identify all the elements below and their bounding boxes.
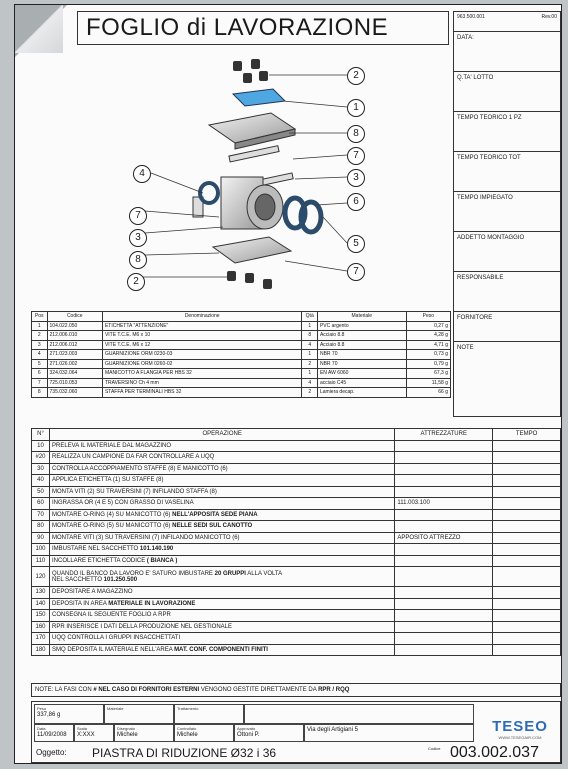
parts-cell: MANICOTTO A FLANGIA PER HBS 32 (102, 369, 302, 379)
sheet-code: 963.500.001 (457, 14, 485, 20)
op-time[interactable] (493, 463, 561, 475)
o-rings (285, 198, 321, 232)
parts-cell: 11,58 g (406, 378, 450, 388)
op-text: MONTA VITI (2) SU TRAVERSINI (7) INFILANDO STAFFA (8) (51, 488, 217, 495)
op-number: 170 (32, 633, 50, 645)
op-time[interactable] (493, 644, 561, 656)
op-time[interactable] (493, 587, 561, 599)
op-text: MONTARE VITI (3) SU TRAVERSINI (7) INFILANDO MANICOTTO (6) (51, 534, 240, 541)
op-description (49, 440, 394, 452)
parts-cell: GUARNIZIONE ORM 0230-03 (102, 350, 302, 360)
code-header (454, 12, 560, 32)
op-number: 70 (32, 509, 50, 521)
label-part (233, 89, 285, 106)
parts-cell: 5 (32, 359, 48, 369)
field-theoretical-time-tot[interactable]: TEMPO TEORICO TOT (454, 152, 560, 192)
op-time[interactable] (493, 610, 561, 622)
parts-cell: 324.032.064 (47, 369, 102, 379)
op-time[interactable] (493, 452, 561, 464)
parts-cell: 2 (302, 359, 318, 369)
op-number: 10 (32, 440, 50, 452)
op-description (49, 610, 394, 622)
op-text: CONSEGNA IL SEGUENTE FOGLIO A RPR (51, 612, 171, 619)
material-cell: Materiale (104, 704, 174, 724)
balloon: 5 (347, 235, 365, 253)
op-time[interactable] (493, 621, 561, 633)
balloon: 7 (129, 207, 147, 225)
op-text-bold: MAT. CONF. COMPONENTI FINITI (174, 646, 268, 653)
op-text: QUANDO IL BANCO DA LAVORO E' SATURO IMBUSTARE (51, 570, 215, 577)
treatment-cell: Trattamento (174, 704, 244, 724)
operation-row (32, 486, 561, 498)
op-number: 100 (32, 544, 50, 556)
operation-row (32, 498, 561, 510)
op-description (49, 633, 394, 645)
parts-cell: 4,71 g (406, 340, 450, 350)
op-number: 40 (32, 475, 50, 487)
balloon: 4 (133, 165, 151, 183)
date-cell: Data 11/09/2008 (34, 724, 74, 742)
checked-cell: Controllato Michele (174, 724, 234, 742)
op-time[interactable] (493, 567, 561, 587)
op-text-bold: 101.250.500 (103, 576, 138, 583)
op-description (49, 555, 394, 567)
op-text: INGRASSA OR (4 E 5) CON GRASSO DI VASELINA (51, 500, 194, 507)
op-text-bold: 20 GRUPPI (214, 570, 246, 577)
op-description (49, 532, 394, 544)
balloon: 3 (129, 229, 147, 247)
field-data[interactable]: DATA: (454, 32, 560, 72)
page-title: FOGLIO di LAVORAZIONE (86, 14, 389, 41)
parts-cell: EN AW 6060 (317, 369, 406, 379)
op-tool (395, 475, 493, 487)
operation-row (32, 644, 561, 656)
op-description (49, 498, 394, 510)
parts-cell: 1 (302, 369, 318, 379)
parts-cell: 4 (32, 350, 48, 360)
balloon: 7 (347, 147, 365, 165)
parts-cell: Acciaio 8.8 (317, 331, 406, 341)
op-number: #20 (32, 452, 50, 464)
note-line: NOTE: LA FASI CON # NEL CASO DI FORNITORI ESTERNI VENGONO GESTITE DIRETTAMENTE DA RPR / RQQ (31, 683, 561, 697)
balloon: 8 (347, 125, 365, 143)
parts-row (32, 340, 451, 350)
operation-row (32, 555, 561, 567)
parts-row (32, 388, 451, 398)
operation-row (32, 463, 561, 475)
parts-cell: 6 (32, 369, 48, 379)
work-sheet (14, 4, 562, 764)
op-time[interactable] (493, 532, 561, 544)
op-description (49, 598, 394, 610)
parts-row (32, 350, 451, 360)
parts-cell: 4 (302, 378, 318, 388)
operation-row (32, 587, 561, 599)
balloon: 6 (347, 193, 365, 211)
op-time[interactable] (493, 521, 561, 533)
parts-cell: 271.023.003 (47, 350, 102, 360)
balloon: 3 (347, 169, 365, 187)
part-code: 003.002.037 (450, 744, 539, 761)
op-text: MONTARE O-RING (4) SU MANICOTTO (6) (51, 511, 173, 518)
op-number: 150 (32, 610, 50, 622)
op-number: 80 (32, 521, 50, 533)
parts-cell: VITE T.C.E. M6 x 12 (102, 340, 302, 350)
op-description (49, 463, 394, 475)
operation-row (32, 452, 561, 464)
operation-row (32, 633, 561, 645)
parts-header-row: Pos Codice Denominazione Qtà Materiale Peso (32, 312, 451, 322)
object-label: Oggetto: (36, 748, 67, 757)
parts-cell: TRAVERSINO Ch 4 mm (102, 378, 302, 388)
balloon: 2 (127, 273, 145, 291)
op-time[interactable] (493, 440, 561, 452)
op-number: 30 (32, 463, 50, 475)
op-number: 180 (32, 644, 50, 656)
title-block: Peso 337,86 g Materiale Trattamento Data 11/09/2008 Scala X:XXX Disegnato Michele Controllato Michele Approvato Ottoni P. Via degli Artigiani 5 TESEO WWW.TESEOAIR.COM Oggetto: PIASTRA DI RIDUZIONE Ø32 i 36 Codice 003.002.037 (31, 701, 561, 763)
op-description (49, 644, 394, 656)
parts-cell: GUARNIZIONE ORM 0260-02 (102, 359, 302, 369)
op-tool (395, 555, 493, 567)
drawn-cell: Disegnato Michele (114, 724, 174, 742)
op-description (49, 567, 394, 587)
balloon: 2 (347, 67, 365, 85)
parts-row (32, 369, 451, 379)
operation-row (32, 521, 561, 533)
op-tool (395, 610, 493, 622)
op-time[interactable] (493, 475, 561, 487)
parts-cell: 0,27 g (406, 321, 450, 331)
parts-cell: 4,28 g (406, 331, 450, 341)
parts-cell: 2 (302, 388, 318, 398)
parts-cell: 1 (302, 350, 318, 360)
parts-cell: 67,3 g (406, 369, 450, 379)
revision: Rev.00 (541, 14, 557, 20)
field-supplier[interactable]: FORNITORE (454, 312, 560, 342)
op-time[interactable] (493, 498, 561, 510)
parts-cell: NBR 70 (317, 359, 406, 369)
op-text-bold: NELLE SEDI SUL CANOTTO (172, 523, 253, 530)
op-description (49, 521, 394, 533)
op-text: MONTARE O-RING (5) SU MANICOTTO (6) (51, 523, 173, 530)
parts-cell: Lamiera decap. (317, 388, 406, 398)
op-text: DEPOSITARE A MAGAZZINO (51, 589, 133, 596)
field-notes[interactable]: NOTE (457, 345, 474, 351)
parts-table (31, 311, 451, 398)
op-tool (395, 567, 493, 587)
op-tool (395, 598, 493, 610)
op-tool: 111.003.100 (395, 498, 493, 510)
operations-table (31, 428, 561, 656)
info-column (453, 11, 561, 417)
parts-cell: NBR 70 (317, 350, 406, 360)
op-tool (395, 509, 493, 521)
balloon: 1 (347, 99, 365, 117)
balloon: 7 (347, 263, 365, 281)
op-description (49, 452, 394, 464)
parts-cell: 1 (32, 321, 48, 331)
op-text: INCOLLARE ETICHETTA CODICE (51, 557, 147, 564)
op-time[interactable] (493, 486, 561, 498)
parts-cell: 4 (302, 340, 318, 350)
weight-cell: Peso 337,86 g (34, 704, 104, 724)
parts-cell: Acciaio 8.8 (317, 340, 406, 350)
parts-cell: 7 (32, 378, 48, 388)
op-text: SMQ DEPOSITA IL MATERIALE NELL'AREA (51, 646, 175, 653)
operation-row (32, 544, 561, 556)
field-qty-lot[interactable]: Q.TA' LOTTO (454, 72, 560, 112)
manifold-body (200, 177, 283, 229)
op-tool (395, 587, 493, 599)
parts-row (32, 331, 451, 341)
op-tool (395, 486, 493, 498)
parts-row (32, 359, 451, 369)
top-screws (233, 59, 268, 83)
parts-cell: 735.032.060 (47, 388, 102, 398)
op-tool (395, 633, 493, 645)
op-text-bold: ( BIANCA ) (146, 557, 178, 564)
op-number: 110 (32, 555, 50, 567)
field-manager[interactable]: RESPONSABILE (454, 272, 560, 312)
op-description (49, 621, 394, 633)
op-description (49, 509, 394, 521)
page-curl-fold (15, 5, 63, 53)
op-tool (395, 440, 493, 452)
op-description (49, 587, 394, 599)
op-description (49, 544, 394, 556)
op-text: CONTROLLA ACCOPPIAMENTO STAFFE (8) E MANICOTTO (6) (51, 465, 228, 472)
op-number: 140 (32, 598, 50, 610)
operation-row (32, 509, 561, 521)
parts-cell: 1 (302, 321, 318, 331)
teseo-logo: TESEO WWW.TESEOAIR.COM (492, 718, 548, 740)
op-number: 90 (32, 532, 50, 544)
parts-cell: 8 (302, 331, 318, 341)
op-tool (395, 463, 493, 475)
parts-cell: PVC argento (317, 321, 406, 331)
op-description (49, 486, 394, 498)
op-text: PRELEVA IL MATERIALE DAL MAGAZZINO (51, 442, 172, 449)
parts-cell: 271.026.002 (47, 359, 102, 369)
op-text-bold: 101.140.190 (139, 546, 174, 553)
operation-row (32, 621, 561, 633)
op-time[interactable] (493, 509, 561, 521)
op-number: 160 (32, 621, 50, 633)
title-box (77, 11, 449, 45)
op-tool: APPOSITO ATTREZZO (395, 532, 493, 544)
parts-cell: acciaio C45 (317, 378, 406, 388)
disclaimer-cell (244, 704, 474, 724)
operation-row (32, 475, 561, 487)
op-number: 60 (32, 498, 50, 510)
op-text: UQQ CONTROLLA I GRUPPI INSACCHETTATI (51, 635, 181, 642)
balloon: 8 (129, 251, 147, 269)
op-number: 50 (32, 486, 50, 498)
field-theoretical-time-1[interactable]: TEMPO TEORICO 1 PZ (454, 112, 560, 152)
operation-row (32, 567, 561, 587)
op-text: RPR INSERISCE I DATI DELLA PRODUZIONE NEL GESTIONALE (51, 623, 233, 630)
parts-cell: 212.006.012 (47, 340, 102, 350)
parts-cell: 0,73 g (406, 350, 450, 360)
parts-cell: STAFFA PER TERMINALI HBS 32 (102, 388, 302, 398)
field-assembler[interactable]: ADDETTO MONTAGGIO (454, 232, 560, 272)
op-time[interactable] (493, 633, 561, 645)
op-number: 130 (32, 587, 50, 599)
op-tool (395, 452, 493, 464)
parts-cell: 8 (32, 388, 48, 398)
parts-cell: ETICHETTA "ATTENZIONE" (102, 321, 302, 331)
parts-row (32, 321, 451, 331)
op-text-bold: MATERIALE IN LAVORAZIONE (108, 600, 196, 607)
op-time[interactable] (493, 544, 561, 556)
op-text: DEPOSITA IN AREA (51, 600, 109, 607)
parts-cell: 2 (32, 331, 48, 341)
op-text-bold: NELL'APPOSITA SEDE PIANA (172, 511, 258, 518)
parts-cell: VITE T.C.E. M6 x 10 (102, 331, 302, 341)
op-number: 120 (32, 567, 50, 587)
approved-cell: Approvato Ottoni P. (234, 724, 304, 742)
ops-header-row: N° OPERAZIONE ATTREZZATURE TEMPO (32, 429, 561, 441)
scale-cell: Scala X:XXX (74, 724, 114, 742)
operation-row (32, 440, 561, 452)
parts-cell: 212.006.010 (47, 331, 102, 341)
op-tool (395, 521, 493, 533)
op-time[interactable] (493, 598, 561, 610)
parts-cell: 3 (32, 340, 48, 350)
parts-cell: 66 g (406, 388, 450, 398)
op-description (49, 475, 394, 487)
address-cell: Via degli Artigiani 5 (304, 724, 474, 742)
op-text: REALIZZA UN CAMPIONE DA FAR CONTROLLARE A UQQ (51, 454, 215, 461)
field-time-used[interactable]: TEMPO IMPIEGATO (454, 192, 560, 232)
op-text: NEL SACCHETTO (51, 576, 104, 583)
operation-row (32, 532, 561, 544)
parts-cell: 725.010.053 (47, 378, 102, 388)
parts-cell: 0,79 g (406, 359, 450, 369)
op-tool (395, 621, 493, 633)
op-text: APPLICA ETICHETTA (1) SU STAFFE (8) (51, 477, 164, 484)
bottom-plate (213, 237, 291, 263)
bottom-screws (227, 271, 272, 289)
op-tool (395, 544, 493, 556)
op-text: ALLA VOLTA (245, 570, 283, 577)
exploded-drawing (33, 47, 451, 309)
op-text: IMBUSTARE NEL SACCHETTO (51, 546, 140, 553)
parts-cell: 104.022.050 (47, 321, 102, 331)
operation-row (32, 598, 561, 610)
operation-row (32, 610, 561, 622)
object-value: PIASTRA DI RIDUZIONE Ø32 i 36 (92, 746, 277, 760)
parts-row (32, 378, 451, 388)
op-tool (395, 644, 493, 656)
op-time[interactable] (493, 555, 561, 567)
